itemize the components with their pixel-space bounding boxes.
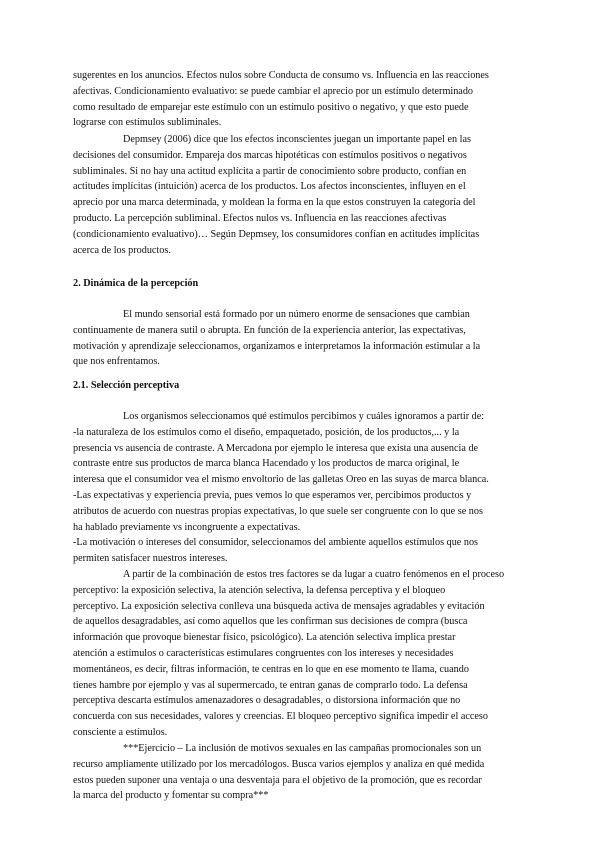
text-line: -la naturaleza de los estímulos como el diseño, empaquetado, posición, de los productos,... y la bbox=[73, 426, 460, 438]
text-line: ha hablado previamente vs incongruente a expectativas. bbox=[73, 521, 301, 533]
paragraph-depmsey bbox=[73, 132, 528, 258]
text-line: consciente a estímulos. bbox=[73, 726, 168, 738]
text-line: afectivas. Condicionamiento evaluativo: se puede cambiar el aprecio por un estímulo determinado bbox=[73, 85, 474, 97]
text-line: perceptivo. La exposición selectiva conlleva una búsqueda activa de mensajes agradables y evitación bbox=[73, 600, 485, 612]
text-line: atención a estímulos o características estimulares congruentes con los intereses y necesidades bbox=[73, 647, 454, 659]
text-line: ***Ejercicio – La inclusión de motivos sexuales en las campañas promocionales son un bbox=[123, 743, 482, 754]
text-line: que nos enfrentamos. bbox=[73, 356, 160, 368]
text-line: momentáneos, es decir, filtras información, te centras en lo que en ese momento te llama, cuando bbox=[73, 663, 469, 675]
paragraph-subliminal-effects bbox=[73, 68, 528, 131]
section-heading-dinamica bbox=[73, 276, 528, 292]
text-line: producto. La percepción subliminal. Efectos nulos vs. Influencia en las reacciones afectivas bbox=[73, 212, 447, 224]
paragraph-seleccion-factores bbox=[73, 409, 528, 567]
text-line: concuerda con sus necesidades, valores y creencias. El bloqueo perceptivo significa impedir el acceso bbox=[73, 711, 488, 723]
text-line: contraste entre sus productos de marca blanca Hacendado y los productos de marca original, le bbox=[73, 458, 460, 470]
text-line: interesa que el consumidor vea el mismo envoltorio de las galletas Oreo en las suyas de marca blanca. bbox=[73, 474, 489, 486]
text-line: presencia vs ausencia de contraste. A Mercadona por ejemplo le interesa que exista una ausencia de bbox=[73, 442, 479, 454]
paragraph-mundo-sensorial bbox=[73, 307, 528, 370]
text-line: Depmsey (2006) dice que los efectos inconscientes juegan un importante papel en las bbox=[123, 134, 471, 145]
text-line: sugerentes en los anuncios. Efectos nulos sobre Conducta de consumo vs. Influencia en las reacciones bbox=[73, 70, 489, 81]
text-line: acerca de los productos. bbox=[73, 244, 171, 256]
text-line: información que provoque bienestar físico, psicológico). La atención selectiva implica prestar bbox=[73, 632, 456, 644]
text-line: (condicionamiento evaluativo)… Según Depmsey, los consumidores confían en actitudes implícitas bbox=[73, 228, 480, 240]
text-line: El mundo sensorial está formado por un número enorme de sensaciones que cambian bbox=[123, 309, 470, 320]
text-line: motivación y aprendizaje seleccionamos, organizamos e interpretamos la información estimular a la bbox=[73, 340, 481, 352]
text-line: perceptivo: la exposición selectiva, la atención selectiva, la defensa perceptiva y el bloqueo bbox=[73, 584, 446, 596]
text-line: Los organismos seleccionamos qué estímulos percibimos y cuáles ignoramos a partir de: bbox=[123, 411, 485, 422]
text-line: estos pueden suponer una ventaja o una desventaja para el objetivo de la promoción, que es recordar bbox=[73, 774, 482, 786]
text-line: atributos de acuerdo con nuestras propias expectativas, lo que suele ser congruente con lo que se nos bbox=[73, 505, 483, 517]
section-heading-seleccion bbox=[73, 378, 528, 394]
text-line: la marca del producto y fomentar su compra*** bbox=[73, 790, 269, 802]
text-line: subliminales. Si no hay una actitud explícita a partir de conocimiento sobre producto, confían en bbox=[73, 165, 467, 177]
text-line: decisiones del consumidor. Empareja dos marcas hipotéticas con estímulos positivos o negativos bbox=[73, 149, 467, 161]
text-line: tienes hambre por ejemplo y vas al supermercado, te entran ganas de comprarlo todo. La defensa bbox=[73, 679, 468, 691]
text-line: como resultado de emparejar este estímulo con un estímulo positivo o negativo, y que esto puede bbox=[73, 101, 469, 113]
text-line: -La motivación o intereses del consumidor, seleccionamos del ambiente aquellos estímulos que nos bbox=[73, 537, 479, 549]
text-line: continuamente de manera sutil o abrupta. En función de la experiencia anterior, las expectativas, bbox=[73, 324, 466, 336]
text-line: recurso ampliamente utilizado por los mercadólogos. Busca varios ejemplos y analiza en qué medida bbox=[73, 758, 485, 770]
text-line: lograrse con estímulos subliminales. bbox=[73, 117, 222, 129]
text-line: A partir de la combinación de estos tres factores se da lugar a cuatro fenómenos en el proceso bbox=[123, 569, 505, 580]
section-heading: 2.1. Selección perceptiva bbox=[73, 380, 180, 391]
text-line: actitudes implícitas (intuición) acerca de los productos. Los afectos inconscientes, influyen en el bbox=[73, 181, 466, 193]
section-heading: 2. Dinámica de la percepción bbox=[73, 278, 199, 289]
paragraph-ejercicio bbox=[73, 741, 528, 804]
text-line: de aquellos desagradables, así como aquellos que les confirman sus decisiones de compra (busca bbox=[73, 616, 468, 628]
paragraph-fenomenos-perceptivos bbox=[73, 567, 528, 741]
text-line: aprecio por una marca determinada, y moldean la forma en la que estos construyen la categoría del bbox=[73, 197, 476, 209]
text-line: perceptiva descarta estímulos amenazadores o desagradables, o distorsiona información que no bbox=[73, 695, 461, 707]
text-line: -Las expectativas y experiencia previa, pues vemos lo que esperamos ver, percibimos productos y bbox=[73, 489, 472, 501]
text-line: permiten satisfacer nuestros intereses. bbox=[73, 553, 228, 565]
